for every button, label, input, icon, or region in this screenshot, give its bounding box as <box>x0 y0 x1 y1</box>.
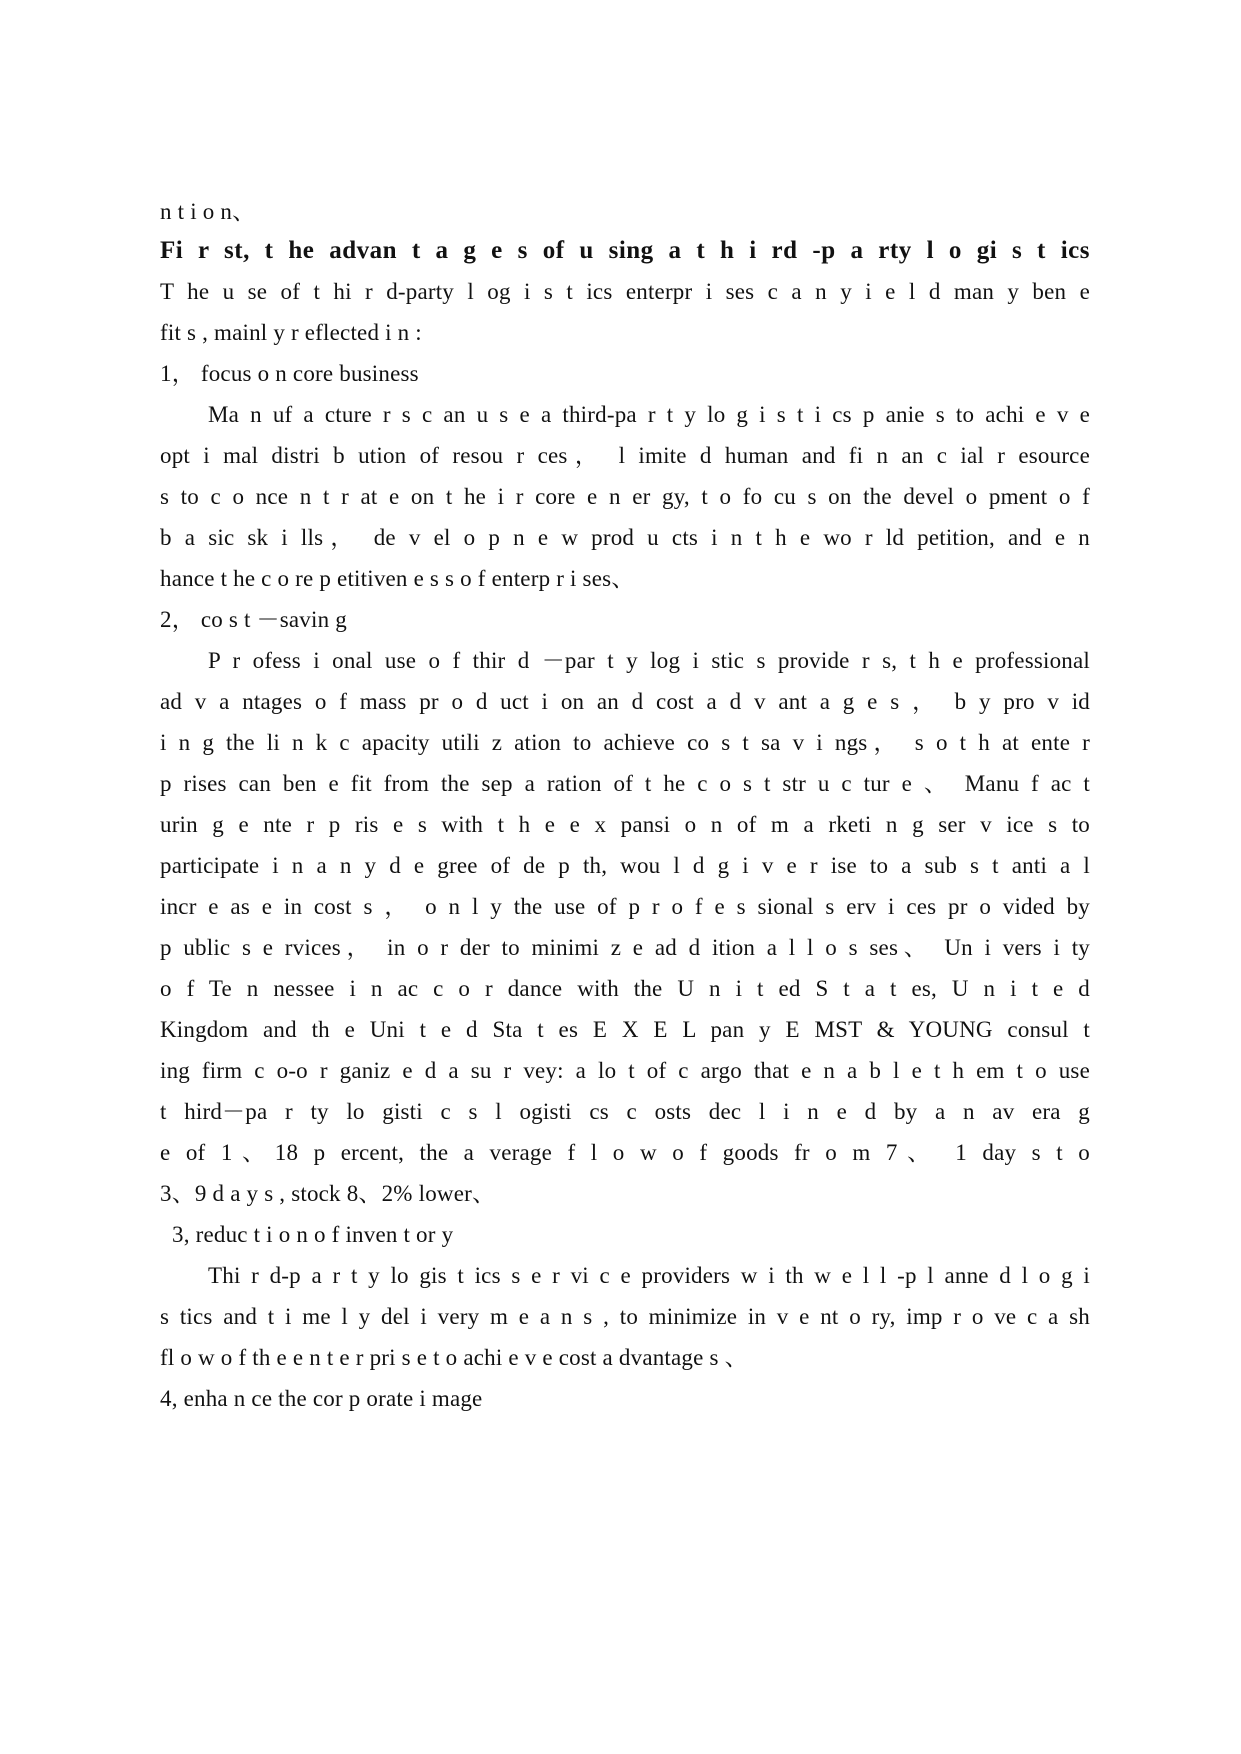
paragraph-line: ad v a ntages o f mass pr o d uct i on an d cost a d v ant a g e s ， b y pro v id <box>160 689 1090 714</box>
paragraph-line: p ublic s e rvices， in o r der to minimi z e ad d ition a l l o s ses、 Un i vers i ty <box>160 935 1090 960</box>
text-line-continuation: n t i o n、 <box>160 199 256 224</box>
paragraph-line: opt i mal distri b ution of resou r ces， l imite d human and fi n an c ial r esource <box>160 443 1090 468</box>
paragraph-line: t hird－pa r ty lo gisti c s l ogisti cs c osts dec l i n e d by a n av era g <box>160 1099 1090 1124</box>
paragraph-line: Ma n uf a cture r s c an u s e a third-pa r t y lo g i s t i cs p anie s to achi e v e <box>208 402 1090 427</box>
paragraph-line: Kingdom and th e Uni t e d Sta t es E X E L pan y E MST & YOUNG consul t <box>160 1017 1090 1042</box>
paragraph-line: hance t he c o re p etitiven e s s o f enterp r i ses、 <box>160 566 635 591</box>
list-item-heading: 1， focus o n core business <box>160 361 419 386</box>
paragraph-line: P r ofess i onal use o f thir d －par t y log i stic s provide r s, t h e professional <box>208 648 1090 673</box>
paragraph-line: i n g the li n k c apacity utili z ation to achieve co s t sa v i ngs， s o t h at ente r <box>160 730 1090 755</box>
paragraph-line: 3、9 d a y s , stock 8、2% lower、 <box>160 1181 496 1206</box>
section-heading: Fi r st, t he advan t a g e s of u sing a t h i rd -p a rty l o gi s t ics <box>160 237 1090 264</box>
paragraph-line: s to c o nce n t r at e on t he i r core e n er gy, t o fo cu s on the devel o pment o f <box>160 484 1090 509</box>
list-item-heading: 3, reduc t i o n o f inven t or y <box>172 1222 454 1247</box>
paragraph-line: incr e as e in cost s ， o n l y the use of p r o f e s sional s erv i ces pr o vided by <box>160 894 1090 919</box>
paragraph-line: p rises can ben e fit from the sep a ration of t he c o s t str u c tur e 、 Manu f ac t <box>160 771 1090 796</box>
paragraph-line: ing firm c o-o r ganiz e d a su r vey: a lo t of c argo that e n a b l e t h em t o use <box>160 1058 1090 1083</box>
list-item-heading: 4, enha n ce the cor p orate i mage <box>160 1386 483 1411</box>
paragraph-line: s tics and t i me l y del i very m e a n s , to minimize in v e nt o ry, imp r o ve c a sh <box>160 1304 1090 1329</box>
paragraph-line: o f Te n nessee i n ac c o r dance with the U n i t ed S t a t es, U n i t e d <box>160 976 1090 1001</box>
paragraph-line: T he u se of t hi r d-party l og i s t ics enterpr i ses c a n y i e l d man y ben e <box>160 279 1090 304</box>
paragraph-line: b a sic sk i lls， de v el o p n e w prod u cts i n t h e wo r ld petition, and e n <box>160 525 1090 550</box>
paragraph-line: participate i n a n y d e gree of de p th, wou l d g i v e r ise to a sub s t anti a l <box>160 853 1090 878</box>
paragraph-line: urin g e nte r p ris e s with t h e e x pansi o n of m a rketi n g ser v ice s to <box>160 812 1090 837</box>
paragraph-line: fit s , mainl y r eflected i n : <box>160 320 422 345</box>
document-page <box>160 0 1090 1754</box>
paragraph-line: e of 1、18 p ercent, the a verage f l o w o f goods fr o m 7、 1 day s t o <box>160 1140 1090 1165</box>
paragraph-line: fl o w o f th e e n t e r pri s e t o achi e v e cost a dvantage s 、 <box>160 1345 748 1370</box>
list-item-heading: 2， co s t －savin g <box>160 607 347 632</box>
paragraph-line: Thi r d-p a r t y lo gis t ics s e r vi c e providers w i th w e l l -p l anne d l o g i <box>208 1263 1090 1288</box>
